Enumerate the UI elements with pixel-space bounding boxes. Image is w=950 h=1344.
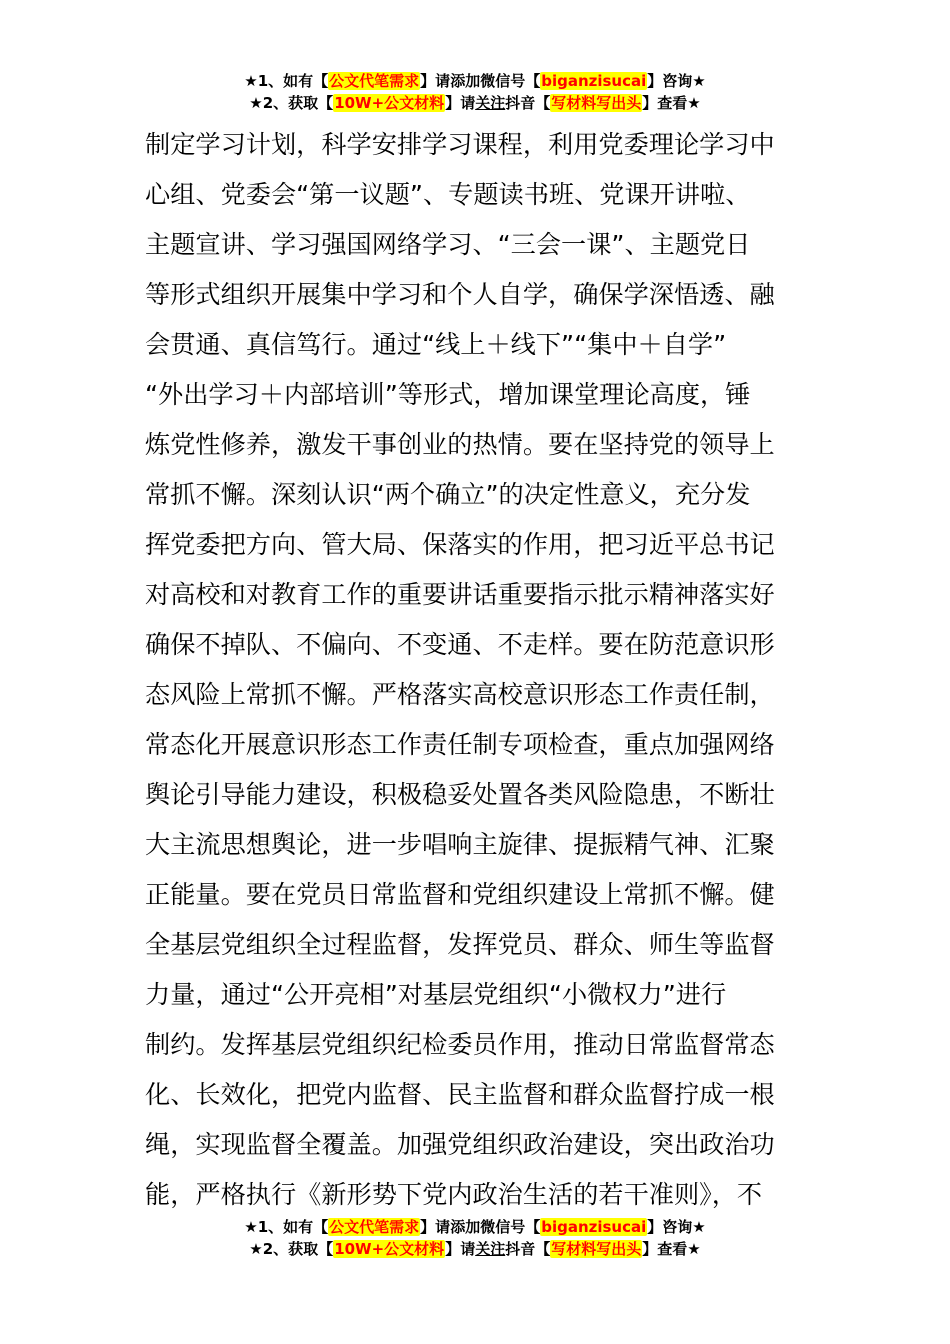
banner-highlight: 公文代笔需求 [329,1218,420,1236]
banner-text: ★2、获取【 [249,1240,334,1258]
body-line: 对高校和对教育工作的重要讲话重要指示批示精神落实好 [145,580,775,609]
banner-highlight: 10W+公文材料 [334,1240,445,1258]
banner-text: 】请 [445,1240,476,1258]
banner-text: 】请 [445,94,476,112]
banner-highlight: 公文代笔需求 [329,72,420,90]
banner-text: 微信号【 [480,72,541,90]
body-line: 态风险上常抓不懈。严格落实高校意识形态工作责任制， [145,680,775,709]
body-line: 大主流思想舆论，进一步唱响主旋律、提振精气神、汇聚 [145,830,775,859]
banner-emphasis: 关注 [475,94,506,112]
banner-text: ★2、获取【 [249,94,334,112]
banner-emphasis: 关注 [475,1240,506,1258]
banner-highlight: 10W+公文材料 [334,94,445,112]
body-line: 化、长效化，把党内监督、民主监督和群众监督拧成一根 [145,1080,775,1109]
body-line: 心组、党委会“第一议题”、专题读书班、党课开讲啦、 [145,180,751,209]
body-line: “外出学习＋内部培训”等形式，增加课堂理论高度，锤 [145,380,751,409]
banner-text: ★1、如有【 [244,72,329,90]
body-line: 能，严格执行《新形势下党内政治生活的若干准则》，不 [145,1180,763,1209]
body-line: 炼党性修养，激发干事创业的热情。要在坚持党的领导上 [145,430,775,459]
banner-text: 微信号【 [480,1218,541,1236]
banner-text: 】请 [420,72,451,90]
body-line: 全基层党组织全过程监督，发挥党员、群众、师生等监督 [145,930,775,959]
footer-banner [0,1216,950,1260]
banner-line-2 [0,92,950,114]
body-line: 确保不掉队、不偏向、不变通、不走样。要在防范意识形 [145,630,775,659]
banner-text: 】查看★ [642,94,701,112]
banner-text: 抖音【 [505,1240,551,1258]
banner-highlight: biganzisucai [541,1218,647,1236]
banner-line-1 [0,70,950,92]
body-line: 常抓不懈。深刻认识“两个确立”的决定性意义，充分发 [145,480,751,509]
body-line: 舆论引导能力建设，积极稳妥处置各类风险隐患，不断壮 [145,780,775,809]
banner-text: 】查看★ [642,1240,701,1258]
body-line: 挥党委把方向、管大局、保落实的作用，把习近平总书记 [145,530,775,559]
banner-text: ★1、如有【 [244,1218,329,1236]
banner-highlight: biganzisucai [541,72,647,90]
body-line: 主题宣讲、学习强国网络学习、“三会一课”、主题党日 [145,230,751,259]
banner-line-2 [0,1238,950,1260]
banner-highlight: 写材料写出头 [551,94,642,112]
banner-emphasis: 添加 [450,1218,481,1236]
body-line: 制约。发挥基层党组织纪检委员作用，推动日常监督常态 [145,1030,775,1059]
banner-emphasis: 添加 [450,72,481,90]
banner-line-1 [0,1216,950,1238]
body-line: 正能量。要在党员日常监督和党组织建设上常抓不懈。健 [145,880,775,909]
body-line: 力量，通过“公开亮相”对基层党组织“小微权力”进行 [145,980,727,1009]
banner-text: 】咨询★ [647,1218,706,1236]
document-body [145,120,810,1220]
banner-text: 抖音【 [505,94,551,112]
banner-highlight: 写材料写出头 [551,1240,642,1258]
banner-text: 】请 [420,1218,451,1236]
banner-text: 】咨询★ [647,72,706,90]
body-line: 等形式组织开展集中学习和个人自学，确保学深悟透、融 [145,280,775,309]
header-banner [0,70,950,114]
body-line: 常态化开展意识形态工作责任制专项检查，重点加强网络 [145,730,775,759]
body-line: 绳，实现监督全覆盖。加强党组织政治建设，突出政治功 [145,1130,775,1159]
body-line: 会贯通、真信笃行。通过“线上＋线下”“集中＋自学” [145,330,727,359]
body-line: 制定学习计划，科学安排学习课程，利用党委理论学习中 [145,130,775,159]
